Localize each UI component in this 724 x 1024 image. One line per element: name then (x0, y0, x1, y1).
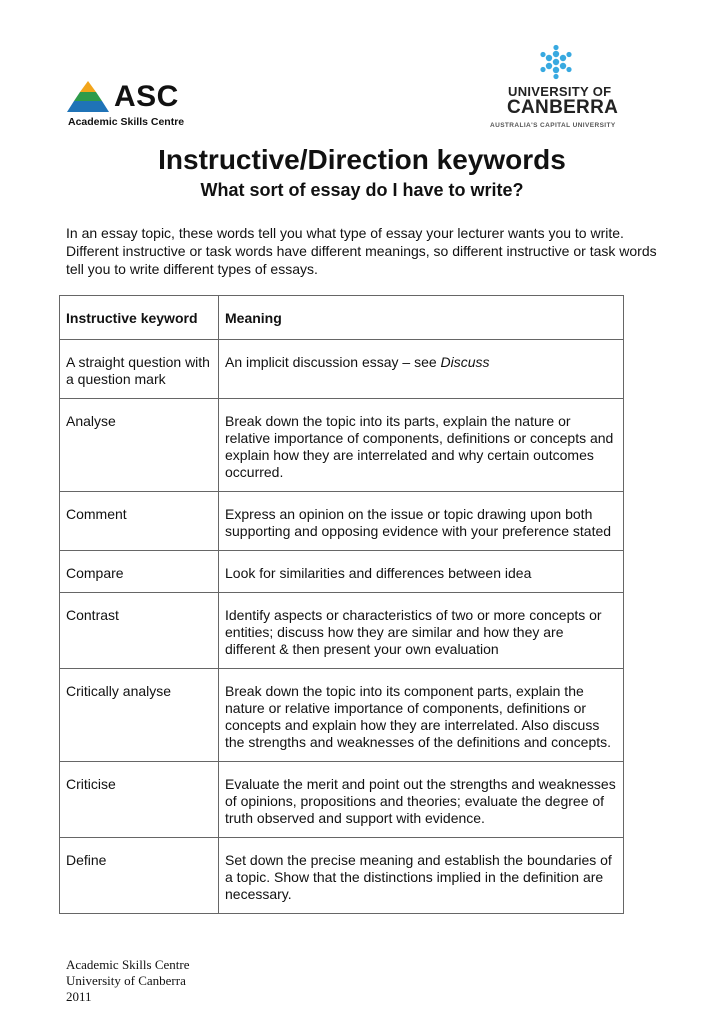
column-header-keyword: Instructive keyword (60, 296, 219, 340)
keyword-cell: Compare (60, 551, 219, 593)
keywords-table (59, 295, 624, 914)
meaning-emphasis: Discuss (440, 354, 490, 370)
uc-logo-line2: CANBERRA (507, 97, 619, 118)
meaning-cell: Break down the topic into its component parts, explain the nature or relative importance of components, definitions or concepts and explain how they are interrelated. Also discuss the strengths and weaknesses of the definitions and concepts. (219, 669, 624, 762)
table-row (60, 492, 624, 551)
keyword-cell: Define (60, 838, 219, 914)
page-footer (66, 957, 189, 1005)
uc-logo-line1: UNIVERSITY OF (508, 84, 612, 99)
table-row (60, 593, 624, 669)
meaning-cell: Express an opinion on the issue or topic drawing upon both supporting and opposing evidence with your preference stated (219, 492, 624, 551)
meaning-cell: Look for similarities and differences between idea (219, 551, 624, 593)
meaning-cell: Identify aspects or characteristics of two or more concepts or entities; discuss how they are similar and how they are different & then present your own evaluation (219, 593, 624, 669)
meaning-cell: Evaluate the merit and point out the strengths and weaknesses of opinions, propositions and theories; evaluate the degree of truth observed and support with evidence. (219, 762, 624, 838)
footer-line-university: University of Canberra (66, 973, 186, 988)
table-row (60, 838, 624, 914)
page-header (0, 0, 724, 140)
table-row (60, 340, 624, 399)
table-row (60, 669, 624, 762)
meaning-cell: Set down the precise meaning and establish the boundaries of a topic. Show that the distinctions implied in the definition are necessary. (219, 838, 624, 914)
keyword-cell: Analyse (60, 399, 219, 492)
keyword-cell: Contrast (60, 593, 219, 669)
column-header-meaning: Meaning (219, 296, 624, 340)
asc-logo (66, 80, 206, 130)
keyword-cell: Critically analyse (60, 669, 219, 762)
footer-line-year: 2011 (66, 989, 92, 1004)
meaning-cell (219, 340, 624, 399)
uc-logo-tagline: AUSTRALIA'S CAPITAL UNIVERSITY (490, 122, 616, 129)
asc-pyramid-icon (66, 80, 110, 114)
table-header-row (60, 296, 624, 340)
university-of-canberra-logo (488, 44, 638, 134)
keyword-cell: Criticise (60, 762, 219, 838)
table-row (60, 399, 624, 492)
page-title: Instructive/Direction keywords (158, 144, 566, 175)
meaning-cell: Break down the topic into its parts, explain the nature or relative importance of components, definitions or concepts and explain how they are interrelated and why certain outcomes occurred. (219, 399, 624, 492)
meaning-text: An implicit discussion essay – see (225, 354, 441, 370)
intro-paragraph: In an essay topic, these words tell you what type of essay your lecturer wants you to write. Different instructive or task words have different meanings, so different instructive or task words tell you to write different types of essays. (66, 225, 657, 277)
footer-line-centre: Academic Skills Centre (66, 957, 190, 972)
asc-logo-subtitle: Academic Skills Centre (68, 116, 185, 128)
table-row (60, 551, 624, 593)
keyword-cell: A straight question with a question mark (60, 340, 219, 399)
uc-snowflake-icon (538, 44, 574, 80)
page-subtitle: What sort of essay do I have to write? (200, 180, 524, 200)
table-row (60, 762, 624, 838)
asc-logo-name: ASC (114, 80, 179, 113)
keyword-cell: Comment (60, 492, 219, 551)
